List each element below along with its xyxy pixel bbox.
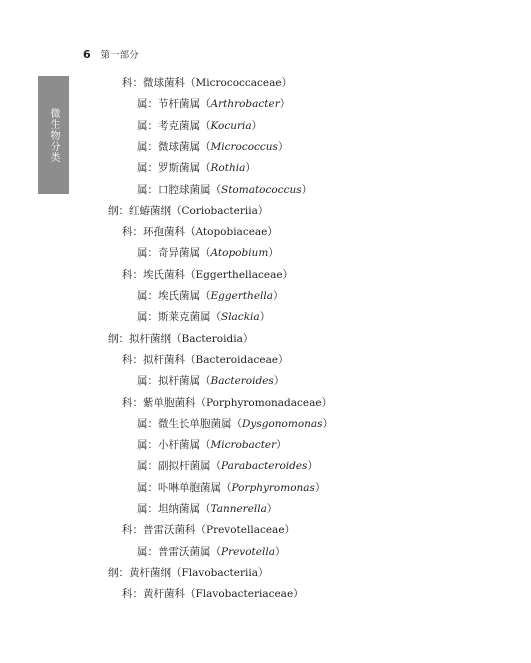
taxonomy-entry: [122, 222, 278, 243]
taxon-rank: 属：: [137, 119, 158, 132]
close-paren: ）: [257, 566, 269, 579]
taxon-scientific-name: Tannerella: [210, 503, 267, 515]
close-paren: ）: [307, 460, 318, 473]
taxon-chinese-name: 坦纳菌属: [158, 503, 200, 515]
taxonomy-entry: [137, 478, 325, 499]
close-paren: ）: [273, 290, 284, 302]
close-paren: ）: [284, 524, 296, 537]
taxon-rank: 属：: [137, 290, 158, 302]
taxon-scientific-name: Bacteroidaceae: [195, 353, 279, 366]
close-paren: ）: [314, 481, 326, 494]
open-paren: （: [200, 375, 211, 388]
close-paren: ）: [321, 396, 333, 409]
open-paren: （: [185, 588, 196, 601]
open-paren: （: [200, 247, 211, 260]
open-paren: （: [210, 183, 221, 196]
taxon-scientific-name: Flavobacteriaceae: [195, 588, 294, 601]
taxonomy-entry: [137, 435, 287, 456]
open-paren: （: [200, 140, 211, 153]
taxon-chinese-name: 口腔球菌属: [158, 183, 211, 196]
open-paren: （: [200, 503, 211, 515]
taxonomy-entry: [122, 584, 304, 605]
open-paren: （: [171, 332, 182, 345]
taxon-rank: 属：: [137, 503, 158, 515]
taxonomy-entry: [137, 499, 277, 520]
open-paren: （: [210, 311, 221, 324]
open-paren: （: [200, 290, 211, 302]
taxon-rank: 科：: [122, 268, 143, 281]
taxonomy-entry: [137, 371, 284, 392]
taxon-rank: 属：: [137, 460, 158, 473]
taxonomy-entry: [122, 350, 289, 371]
taxon-scientific-name: Porphyromonas: [231, 481, 315, 494]
taxon-chinese-name: 卟啉单胞菌属: [158, 481, 221, 494]
close-paren: ）: [277, 140, 289, 153]
taxon-scientific-name: Flavobacteriia: [181, 566, 258, 579]
taxon-scientific-name: Dysgonomonas: [242, 417, 323, 430]
taxonomy-entry: [137, 243, 279, 264]
taxonomy-entry: [137, 180, 312, 201]
taxonomy-entry: [137, 116, 262, 137]
taxonomy-entry: [137, 414, 333, 435]
close-paren: ）: [245, 162, 256, 175]
taxon-chinese-name: 奇异菌属: [158, 247, 200, 260]
taxon-chinese-name: 罗斯菌属: [158, 162, 200, 175]
taxon-scientific-name: Stomatococcus: [221, 183, 302, 196]
taxon-scientific-name: Eggerthella: [210, 290, 274, 302]
taxon-rank: 属：: [137, 247, 158, 260]
page-number: 6: [83, 48, 91, 61]
taxon-chinese-name: 埃氏菌属: [158, 290, 200, 302]
taxonomy-entry: [137, 307, 270, 328]
taxonomy-entry: [137, 137, 288, 158]
taxon-rank: 属：: [137, 439, 158, 452]
close-paren: ）: [322, 417, 334, 430]
taxon-rank: 属：: [137, 140, 158, 153]
taxon-chinese-name: 普雷沃菌科: [143, 524, 196, 537]
close-paren: ）: [251, 119, 263, 132]
page-header: [83, 47, 139, 63]
taxon-chinese-name: 紫单胞菌科: [143, 396, 196, 409]
close-paren: ）: [266, 503, 278, 515]
close-paren: ）: [279, 98, 291, 111]
close-paren: ）: [242, 332, 254, 345]
taxon-chinese-name: 黄杆菌纲: [129, 566, 171, 579]
taxon-chinese-name: 埃氏菌科: [143, 268, 185, 281]
taxon-rank: 纲：: [108, 566, 129, 579]
taxon-rank: 科：: [122, 588, 143, 601]
taxonomy-entry: [122, 265, 293, 286]
taxon-rank: 属：: [137, 183, 158, 196]
taxon-rank: 属：: [137, 481, 158, 494]
close-paren: ）: [281, 77, 293, 89]
taxon-rank: 属：: [137, 162, 158, 175]
taxon-chinese-name: 小杆菌属: [158, 439, 200, 452]
open-paren: （: [185, 226, 196, 239]
taxon-scientific-name: Atopobium: [210, 247, 269, 260]
taxonomy-entry: [137, 158, 256, 179]
taxon-scientific-name: Micrococcus: [210, 140, 278, 153]
taxonomy-entry: [122, 73, 292, 94]
taxon-rank: 属：: [137, 311, 158, 324]
taxon-rank: 属：: [137, 545, 158, 558]
taxon-rank: 科：: [122, 353, 143, 366]
taxon-chinese-name: 拟杆菌纲: [129, 332, 171, 345]
taxon-rank: 属：: [137, 375, 158, 388]
side-tab-label: 微生物分类: [48, 107, 59, 163]
open-paren: （: [210, 545, 221, 558]
taxon-chinese-name: 微生长单胞菌属: [158, 417, 232, 430]
taxon-scientific-name: Micrococcaceae: [195, 77, 282, 89]
taxon-chinese-name: 拟杆菌属: [158, 375, 200, 388]
open-paren: （: [200, 119, 211, 132]
taxon-chinese-name: 黄杆菌科: [143, 588, 185, 601]
open-paren: （: [185, 77, 196, 89]
taxon-rank: 科：: [122, 77, 143, 89]
taxon-scientific-name: Prevotella: [221, 545, 275, 558]
open-paren: （: [200, 98, 211, 111]
taxon-scientific-name: Atopobiaceae: [195, 226, 268, 239]
taxon-rank: 科：: [122, 226, 143, 239]
taxon-chinese-name: 普雷沃菌属: [158, 545, 211, 558]
close-paren: ）: [293, 588, 304, 601]
taxon-scientific-name: Slackia: [221, 311, 260, 324]
close-paren: ）: [273, 375, 285, 388]
taxon-scientific-name: Porphyromonadaceae: [206, 396, 322, 409]
close-paren: ）: [276, 439, 287, 452]
close-paren: ）: [301, 183, 313, 196]
taxonomy-entry: [122, 520, 295, 541]
close-paren: ）: [257, 204, 269, 217]
taxon-rank: 纲：: [108, 204, 129, 217]
taxon-chinese-name: 微球菌属: [158, 140, 200, 153]
taxon-scientific-name: Arthrobacter: [210, 98, 280, 111]
taxon-rank: 科：: [122, 524, 143, 537]
open-paren: （: [171, 566, 182, 579]
close-paren: ）: [278, 353, 289, 366]
taxon-rank: 科：: [122, 396, 143, 409]
taxon-rank: 纲：: [108, 332, 129, 345]
taxonomy-entry: [137, 456, 318, 477]
close-paren: ）: [282, 268, 294, 281]
open-paren: （: [185, 353, 196, 366]
section-title: 第一部分: [100, 50, 139, 61]
taxon-chinese-name: 环孢菌科: [143, 226, 185, 239]
taxon-scientific-name: Parabacteroides: [221, 460, 308, 473]
close-paren: ）: [274, 545, 286, 558]
open-paren: （: [200, 162, 211, 175]
taxon-scientific-name: Prevotellaceae: [206, 524, 285, 537]
open-paren: （: [200, 439, 211, 452]
taxon-chinese-name: 红蝽菌纲: [129, 204, 171, 217]
close-paren: ）: [268, 247, 279, 260]
taxonomy-entry: [108, 329, 253, 350]
taxonomy-entry: [137, 286, 284, 307]
open-paren: （: [195, 396, 206, 409]
taxon-scientific-name: Microbacter: [210, 439, 277, 452]
open-paren: （: [210, 460, 221, 473]
taxon-chinese-name: 斯莱克菌属: [158, 311, 211, 324]
open-paren: （: [195, 524, 206, 537]
taxon-chinese-name: 拟杆菌科: [143, 353, 185, 366]
taxon-chinese-name: 节杆菌属: [158, 98, 200, 111]
open-paren: （: [171, 204, 182, 217]
taxonomy-entry: [108, 201, 268, 222]
taxonomy-entry: [122, 393, 332, 414]
open-paren: （: [221, 481, 232, 494]
side-tab: [38, 76, 69, 194]
taxon-scientific-name: Eggerthellaceae: [195, 268, 283, 281]
taxon-rank: 属：: [137, 98, 158, 111]
close-paren: ）: [259, 311, 271, 324]
taxon-scientific-name: Bacteroidia: [181, 332, 243, 345]
close-paren: ）: [267, 226, 278, 239]
open-paren: （: [185, 268, 196, 281]
taxon-chinese-name: 微球菌科: [143, 77, 185, 89]
taxon-scientific-name: Coriobacteriia: [181, 204, 258, 217]
taxon-scientific-name: Kocuria: [210, 119, 252, 132]
taxon-scientific-name: Rothia: [210, 162, 246, 175]
taxon-rank: 属：: [137, 417, 158, 430]
taxonomy-entry: [137, 94, 290, 115]
taxon-chinese-name: 考克菌属: [158, 119, 200, 132]
open-paren: （: [231, 417, 242, 430]
taxonomy-entry: [137, 542, 285, 563]
taxon-chinese-name: 副拟杆菌属: [158, 460, 211, 473]
taxonomy-entry: [108, 563, 268, 584]
taxon-scientific-name: Bacteroides: [210, 375, 274, 388]
